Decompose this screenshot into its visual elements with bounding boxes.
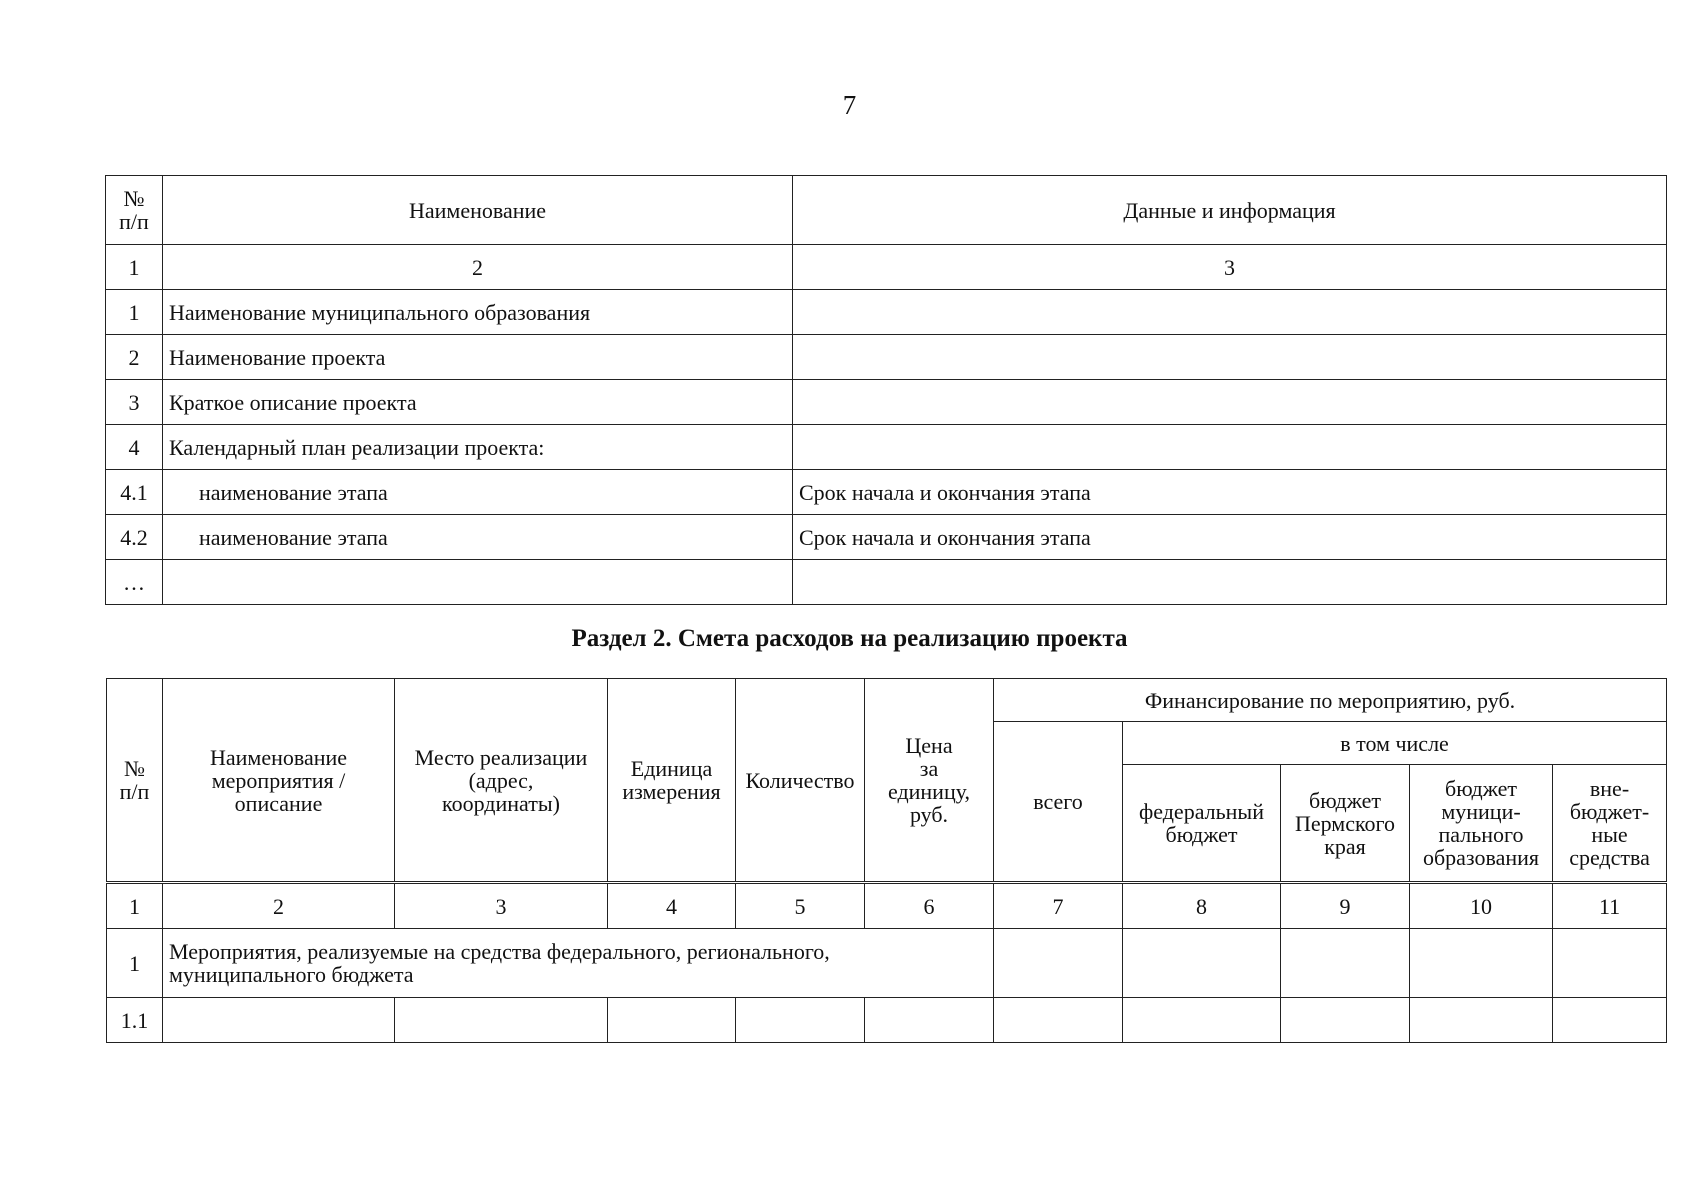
table-row <box>106 470 1667 515</box>
header-row <box>107 679 1667 722</box>
row-num: 1.1 <box>107 998 163 1043</box>
header-name: Наименование мероприятия / описание <box>163 679 395 883</box>
col-number: 11 <box>1553 883 1667 929</box>
page-number: 7 <box>842 90 857 120</box>
cell-extra[interactable] <box>1553 998 1667 1043</box>
col-number: 2 <box>163 883 395 929</box>
row-data[interactable] <box>793 380 1667 425</box>
col-number: 4 <box>608 883 736 929</box>
row-num: 2 <box>106 335 163 380</box>
cell-place[interactable] <box>395 998 608 1043</box>
header-municipal: бюджет муници- пального образования <box>1410 765 1553 883</box>
col-number: 10 <box>1410 883 1553 929</box>
column-numbers-row <box>107 883 1667 929</box>
row-num: 4.1 <box>106 470 163 515</box>
header-num: № п/п <box>106 176 163 245</box>
row-text: Мероприятия, реализуемые на средства федерального, регионального, муниципального бюджета <box>163 929 994 998</box>
cell-qty[interactable] <box>736 998 865 1043</box>
row-num: 3 <box>106 380 163 425</box>
row-num: 1 <box>107 929 163 998</box>
cost-estimate-table <box>106 678 1667 1043</box>
cell-total[interactable] <box>994 929 1123 998</box>
header-including: в том числе <box>1123 722 1667 765</box>
table-header-row <box>106 176 1667 245</box>
table-row <box>106 560 1667 605</box>
row-num: 4.2 <box>106 515 163 560</box>
header-federal: федеральный бюджет <box>1123 765 1281 883</box>
row-data[interactable]: Срок начала и окончания этапа <box>793 515 1667 560</box>
table-row <box>106 290 1667 335</box>
row-data[interactable] <box>793 425 1667 470</box>
cell-federal[interactable] <box>1123 929 1281 998</box>
row-data[interactable] <box>793 335 1667 380</box>
cell-federal[interactable] <box>1123 998 1281 1043</box>
row-data[interactable] <box>793 560 1667 605</box>
cell-municipal[interactable] <box>1410 998 1553 1043</box>
row-data[interactable] <box>793 290 1667 335</box>
col-number: 1 <box>107 883 163 929</box>
header-num: № п/п <box>107 679 163 883</box>
cell-regional[interactable] <box>1281 998 1410 1043</box>
project-info-table <box>105 175 1667 605</box>
table-row <box>106 425 1667 470</box>
table-row <box>106 380 1667 425</box>
col-number: 3 <box>395 883 608 929</box>
header-financing: Финансирование по мероприятию, руб. <box>994 679 1667 722</box>
header-place: Место реализации (адрес, координаты) <box>395 679 608 883</box>
cell-unit[interactable] <box>608 998 736 1043</box>
cell-total[interactable] <box>994 998 1123 1043</box>
cell-municipal[interactable] <box>1410 929 1553 998</box>
col-number: 3 <box>793 245 1667 290</box>
cell-extra[interactable] <box>1553 929 1667 998</box>
row-data[interactable]: Срок начала и окончания этапа <box>793 470 1667 515</box>
row-num: … <box>106 560 163 605</box>
table-row <box>106 515 1667 560</box>
row-num: 4 <box>106 425 163 470</box>
row-name: наименование этапа <box>163 515 793 560</box>
table-row <box>107 929 1667 998</box>
column-numbers-row <box>106 245 1667 290</box>
cell-name[interactable] <box>163 998 395 1043</box>
section-title: Раздел 2. Смета расходов на реализацию проекта <box>571 625 1128 652</box>
col-number: 7 <box>994 883 1123 929</box>
col-number: 6 <box>865 883 994 929</box>
header-extra: вне- бюджет- ные средства <box>1553 765 1667 883</box>
col-number: 8 <box>1123 883 1281 929</box>
row-name[interactable] <box>163 560 793 605</box>
col-number: 9 <box>1281 883 1410 929</box>
header-qty: Количество <box>736 679 865 883</box>
header-price: Цена за единицу, руб. <box>865 679 994 883</box>
col-number: 2 <box>163 245 793 290</box>
table-row <box>106 335 1667 380</box>
row-name: наименование этапа <box>163 470 793 515</box>
row-name: Наименование проекта <box>163 335 793 380</box>
row-name: Краткое описание проекта <box>163 380 793 425</box>
header-name: Наименование <box>163 176 793 245</box>
col-number: 1 <box>106 245 163 290</box>
row-num: 1 <box>106 290 163 335</box>
col-number: 5 <box>736 883 865 929</box>
header-total: всего <box>994 722 1123 883</box>
cell-price[interactable] <box>865 998 994 1043</box>
header-data: Данные и информация <box>793 176 1667 245</box>
header-unit: Единица измерения <box>608 679 736 883</box>
header-regional: бюджет Пермского края <box>1281 765 1410 883</box>
row-name: Календарный план реализации проекта: <box>163 425 793 470</box>
table-row <box>107 998 1667 1043</box>
row-name: Наименование муниципального образования <box>163 290 793 335</box>
cell-regional[interactable] <box>1281 929 1410 998</box>
